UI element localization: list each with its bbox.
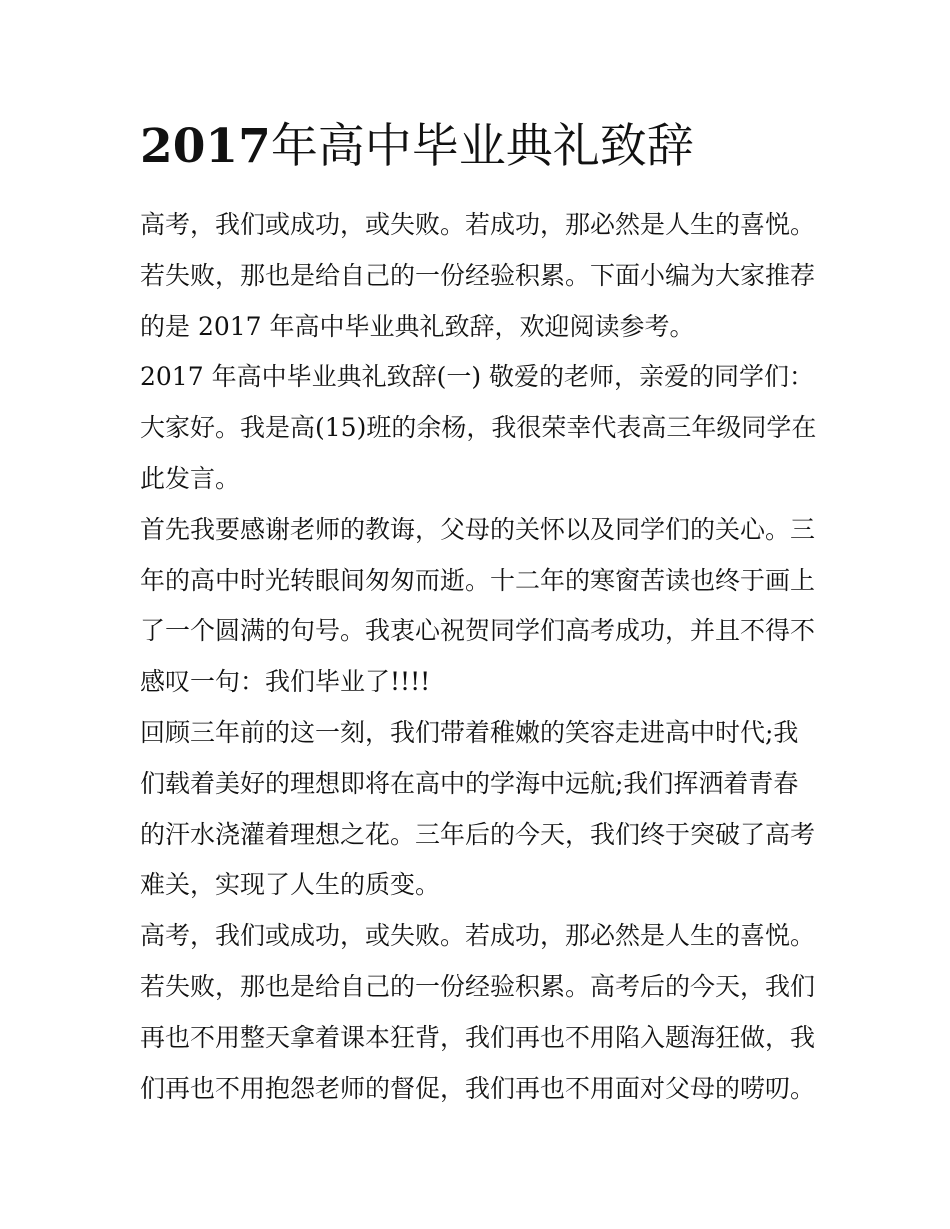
body-line: 此发言。 bbox=[140, 463, 241, 493]
body-line: 高考，我们或成功，或失败。若成功，那必然是人生的喜悦。 bbox=[140, 921, 816, 951]
body-line: 2017 年高中毕业典礼致辞(一) 敬爱的老师，亲爱的同学们： bbox=[140, 362, 815, 392]
body-line: 再也不用整天拿着课本狂背，我们再也不用陷入题海狂做，我 bbox=[140, 1022, 816, 1052]
body-line: 若失败，那也是给自己的一份经验积累。下面小编为大家推荐 bbox=[140, 260, 816, 290]
body-line: 高考，我们或成功，或失败。若成功，那必然是人生的喜悦。 bbox=[140, 210, 816, 239]
title-text: 年高中毕业典礼致辞 bbox=[270, 119, 694, 174]
body-line: 了一个圆满的句号。我衷心祝贺同学们高考成功，并且不得不 bbox=[140, 616, 816, 646]
body-line: 难关，实现了人生的质变。 bbox=[140, 870, 441, 900]
body-line: 大家好。我是高(15)班的余杨，我很荣幸代表高三年级同学在 bbox=[140, 413, 817, 443]
title-year: 2017 bbox=[140, 119, 271, 174]
body-line: 们载着美好的理想即将在高中的学海中远航;我们挥洒着青春 bbox=[140, 768, 799, 798]
body-line: 的是 2017 年高中毕业典礼致辞，欢迎阅读参考。 bbox=[140, 311, 695, 341]
body-line: 的汗水浇灌着理想之花。三年后的今天，我们终于突破了高考 bbox=[140, 819, 816, 849]
document-title bbox=[140, 114, 694, 180]
document-body bbox=[140, 200, 820, 1114]
body-line: 们再也不用抱怨老师的督促，我们再也不用面对父母的唠叨。 bbox=[140, 1073, 816, 1103]
body-line: 回顾三年前的这一刻，我们带着稚嫩的笑容走进高中时代;我 bbox=[140, 717, 799, 747]
body-line: 感叹一句：我们毕业了!!!! bbox=[140, 667, 431, 697]
body-line: 年的高中时光转眼间匆匆而逝。十二年的寒窗苦读也终于画上 bbox=[140, 565, 816, 595]
body-line: 若失败，那也是给自己的一份经验积累。高考后的今天，我们 bbox=[140, 971, 816, 1001]
body-line: 首先我要感谢老师的教诲，父母的关怀以及同学们的关心。三 bbox=[140, 514, 816, 544]
